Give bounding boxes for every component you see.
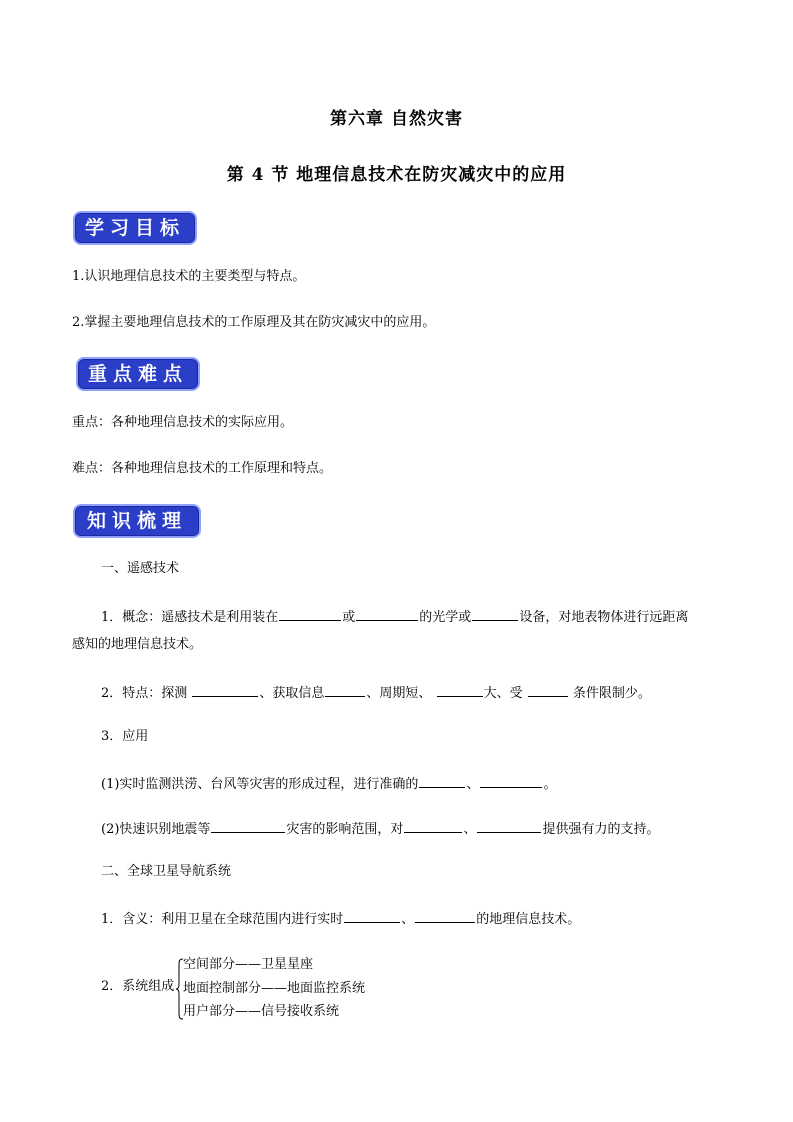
rs-app1-text-c: 。 <box>543 777 557 792</box>
rs-feature-text-e: 条件限制少。 <box>568 686 651 701</box>
blank-sensor[interactable] <box>472 606 518 621</box>
rs-feature-text-b: 、获取信息 <box>259 686 325 701</box>
rs-concept-line <box>101 606 688 627</box>
rs-concept-cont: 感知的地理信息技术。 <box>72 637 203 652</box>
component-user: 用户部分——信号接收系统 <box>183 1004 340 1019</box>
blank-conditions[interactable] <box>528 682 568 697</box>
blank-navigation[interactable] <box>344 908 400 923</box>
blank-disaster[interactable] <box>211 818 285 833</box>
blank-reconstruction[interactable] <box>477 818 541 833</box>
gnss-heading: 二、全球卫星导航系统 <box>101 864 232 879</box>
gnss-def-text-c: 的地理信息技术。 <box>476 912 581 927</box>
rs-feature-text-d: 大、受 <box>483 686 527 701</box>
rs-app2-text-a: (2)快速识别地震等 <box>101 822 211 837</box>
rs-apply-heading: 3．应用 <box>101 729 149 744</box>
difficulty-text: 难点：各种地理信息技术的工作原理和特点。 <box>72 461 333 476</box>
rs-concept-text-d: 设备，对地表物体进行远距离 <box>519 610 689 625</box>
blank-positioning[interactable] <box>415 908 475 923</box>
section-title: 第 4 节 地理信息技术在防灾减灾中的应用 <box>226 165 567 185</box>
blank-speed[interactable] <box>325 682 365 697</box>
rs-app-1 <box>101 773 556 794</box>
chapter-title: 第六章 自然灾害 <box>330 109 463 129</box>
blank-platform-2[interactable] <box>356 606 418 621</box>
goal-2: 2.掌握主要地理信息技术的工作原理及其在防灾减灾中的应用。 <box>72 315 436 330</box>
blank-platform-1[interactable] <box>279 606 341 621</box>
rs-app-2 <box>101 818 659 839</box>
component-ground: 地面控制部分——地面监控系统 <box>183 981 366 996</box>
rs-app1-text-a: (1)实时监测洪涝、台风等灾害的形成过程，进行准确的 <box>101 777 419 792</box>
knowledge-review-badge: 知识梳理 <box>73 504 201 538</box>
rs-app2-text-b: 灾害的影响范围，对 <box>286 822 404 837</box>
blank-forecast[interactable] <box>419 773 465 788</box>
gnss-definition <box>101 908 580 929</box>
rs-feature-text-a: 2．特点：探测 <box>101 686 192 701</box>
rs-feature-text-c: 、周期短、 <box>366 686 436 701</box>
rs-app1-text-b: 、 <box>466 777 480 792</box>
key-difficult-badge: 重点难点 <box>76 357 200 391</box>
blank-volume[interactable] <box>437 682 483 697</box>
learning-goals-badge: 学习目标 <box>73 211 197 245</box>
component-space: 空间部分——卫星星座 <box>183 957 314 972</box>
goal-1: 1.认识地理信息技术的主要类型与特点。 <box>72 269 306 284</box>
rs-app2-text-c: 、 <box>463 822 477 837</box>
rs-concept-text-c: 的光学或 <box>419 610 472 625</box>
rs-heading: 一、遥感技术 <box>101 561 180 576</box>
blank-warning[interactable] <box>480 773 542 788</box>
blank-relief[interactable] <box>404 818 462 833</box>
rs-concept-text-b: 或 <box>342 610 356 625</box>
gnss-def-text-a: 1．含义：利用卫星在全球范围内进行实时 <box>101 912 344 927</box>
gnss-components-label: 2．系统组成 <box>101 979 175 994</box>
rs-app2-text-d: 提供强有力的支持。 <box>542 822 660 837</box>
rs-features-line <box>101 682 651 703</box>
rs-concept-text-a: 1．概念：遥感技术是利用装在 <box>101 610 279 625</box>
gnss-def-text-b: 、 <box>401 912 415 927</box>
blank-range[interactable] <box>192 682 258 697</box>
focus-text: 重点：各种地理信息技术的实际应用。 <box>72 415 294 430</box>
